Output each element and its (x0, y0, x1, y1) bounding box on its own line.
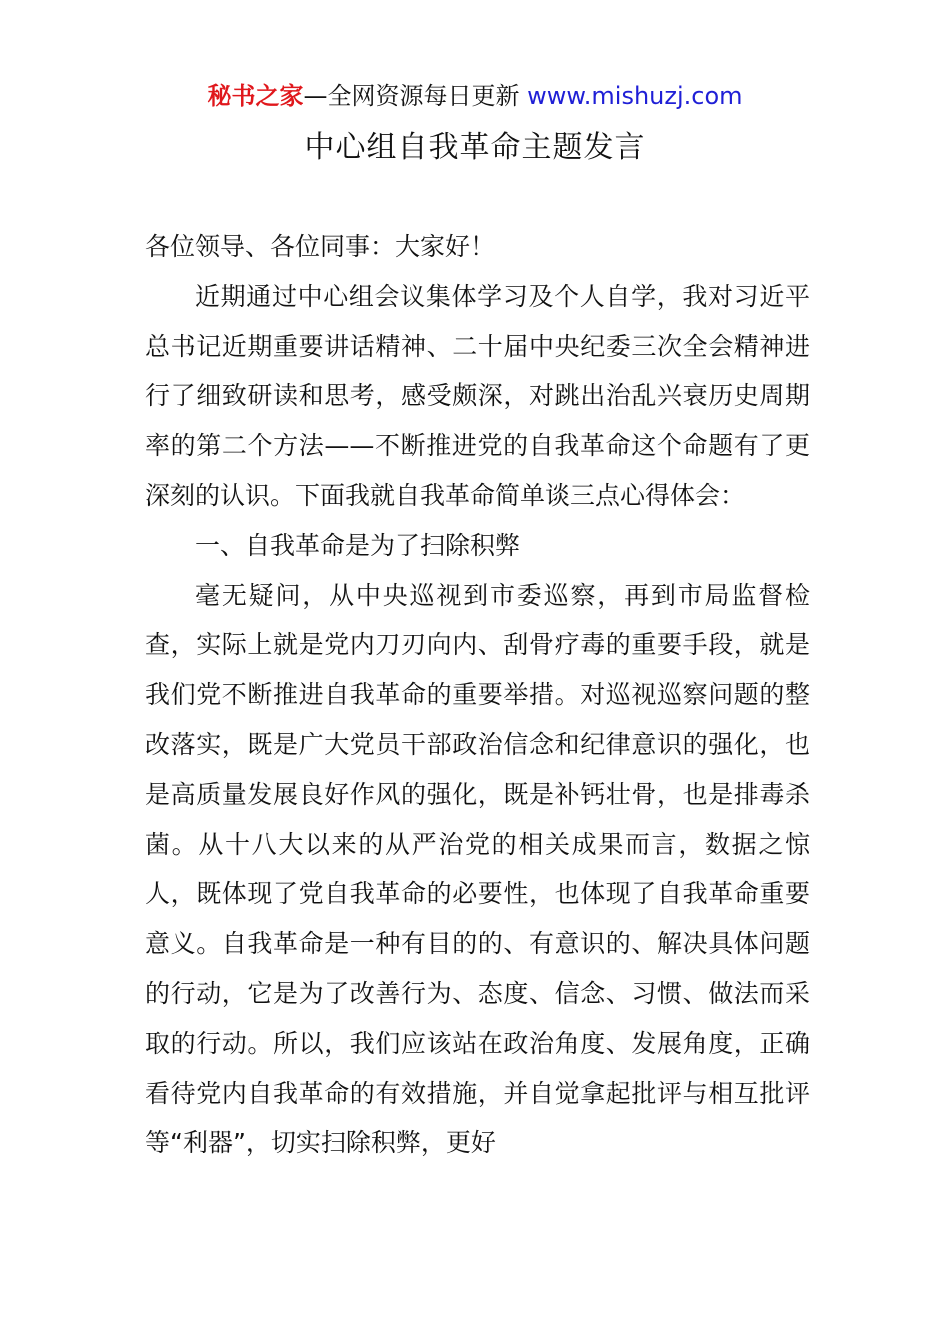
brand-name: 秘书之家 (207, 82, 304, 110)
greeting: 各位领导、各位同事：大家好！ (145, 232, 496, 261)
document-body (145, 222, 810, 1168)
section-heading-1: 一、自我革命是为了扫除积弊 (195, 530, 521, 560)
paragraph-section-1: 毫无疑问，从中央巡视到市委巡察，再到市局监督检查，实际上就是党内刀刃向内、刮骨疗毒的重要手段，就是我们党不断推进自我革命的重要举措。对巡视巡察问题的整改落实，既是广大党员干部政治信念和纪律意识的强化，也是高质量发展良好作风的强化，既是补钙壮骨，也是排毒杀菌。从十八大以来的从严治党的相关成果而言，数据之惊人，既体现了党自我革命的必要性，也体现了自我革命重要意义。自我革命是一种有目的的、有意识的、解决具体问题的行动，它是为了改善行为、态度、信念、习惯、做法而采取的行动。所以，我们应该站在政治角度、发展角度，正确看待党内自我革命的有效措施，并自觉拿起批评与相互批评等“利器”，切实扫除积弊，更好 (145, 580, 810, 1158)
paragraph-intro: 近期通过中心组会议集体学习及个人自学，我对习近平总书记近期重要讲话精神、二十届中央纪委三次全会精神进行了细致研读和思考，感受颇深，对跳出治乱兴衰历史周期率的第二个方法——不断推进党的自我革命这个命题有了更深刻的认识。下面我就自我革命简单谈三点心得体会： (145, 281, 810, 510)
site-url-link[interactable]: www.mishuzj.com (527, 82, 743, 110)
header-tagline: —全网资源每日更新 (303, 82, 528, 110)
site-header (0, 78, 950, 114)
document-title: 中心组自我革命主题发言 (304, 130, 646, 165)
